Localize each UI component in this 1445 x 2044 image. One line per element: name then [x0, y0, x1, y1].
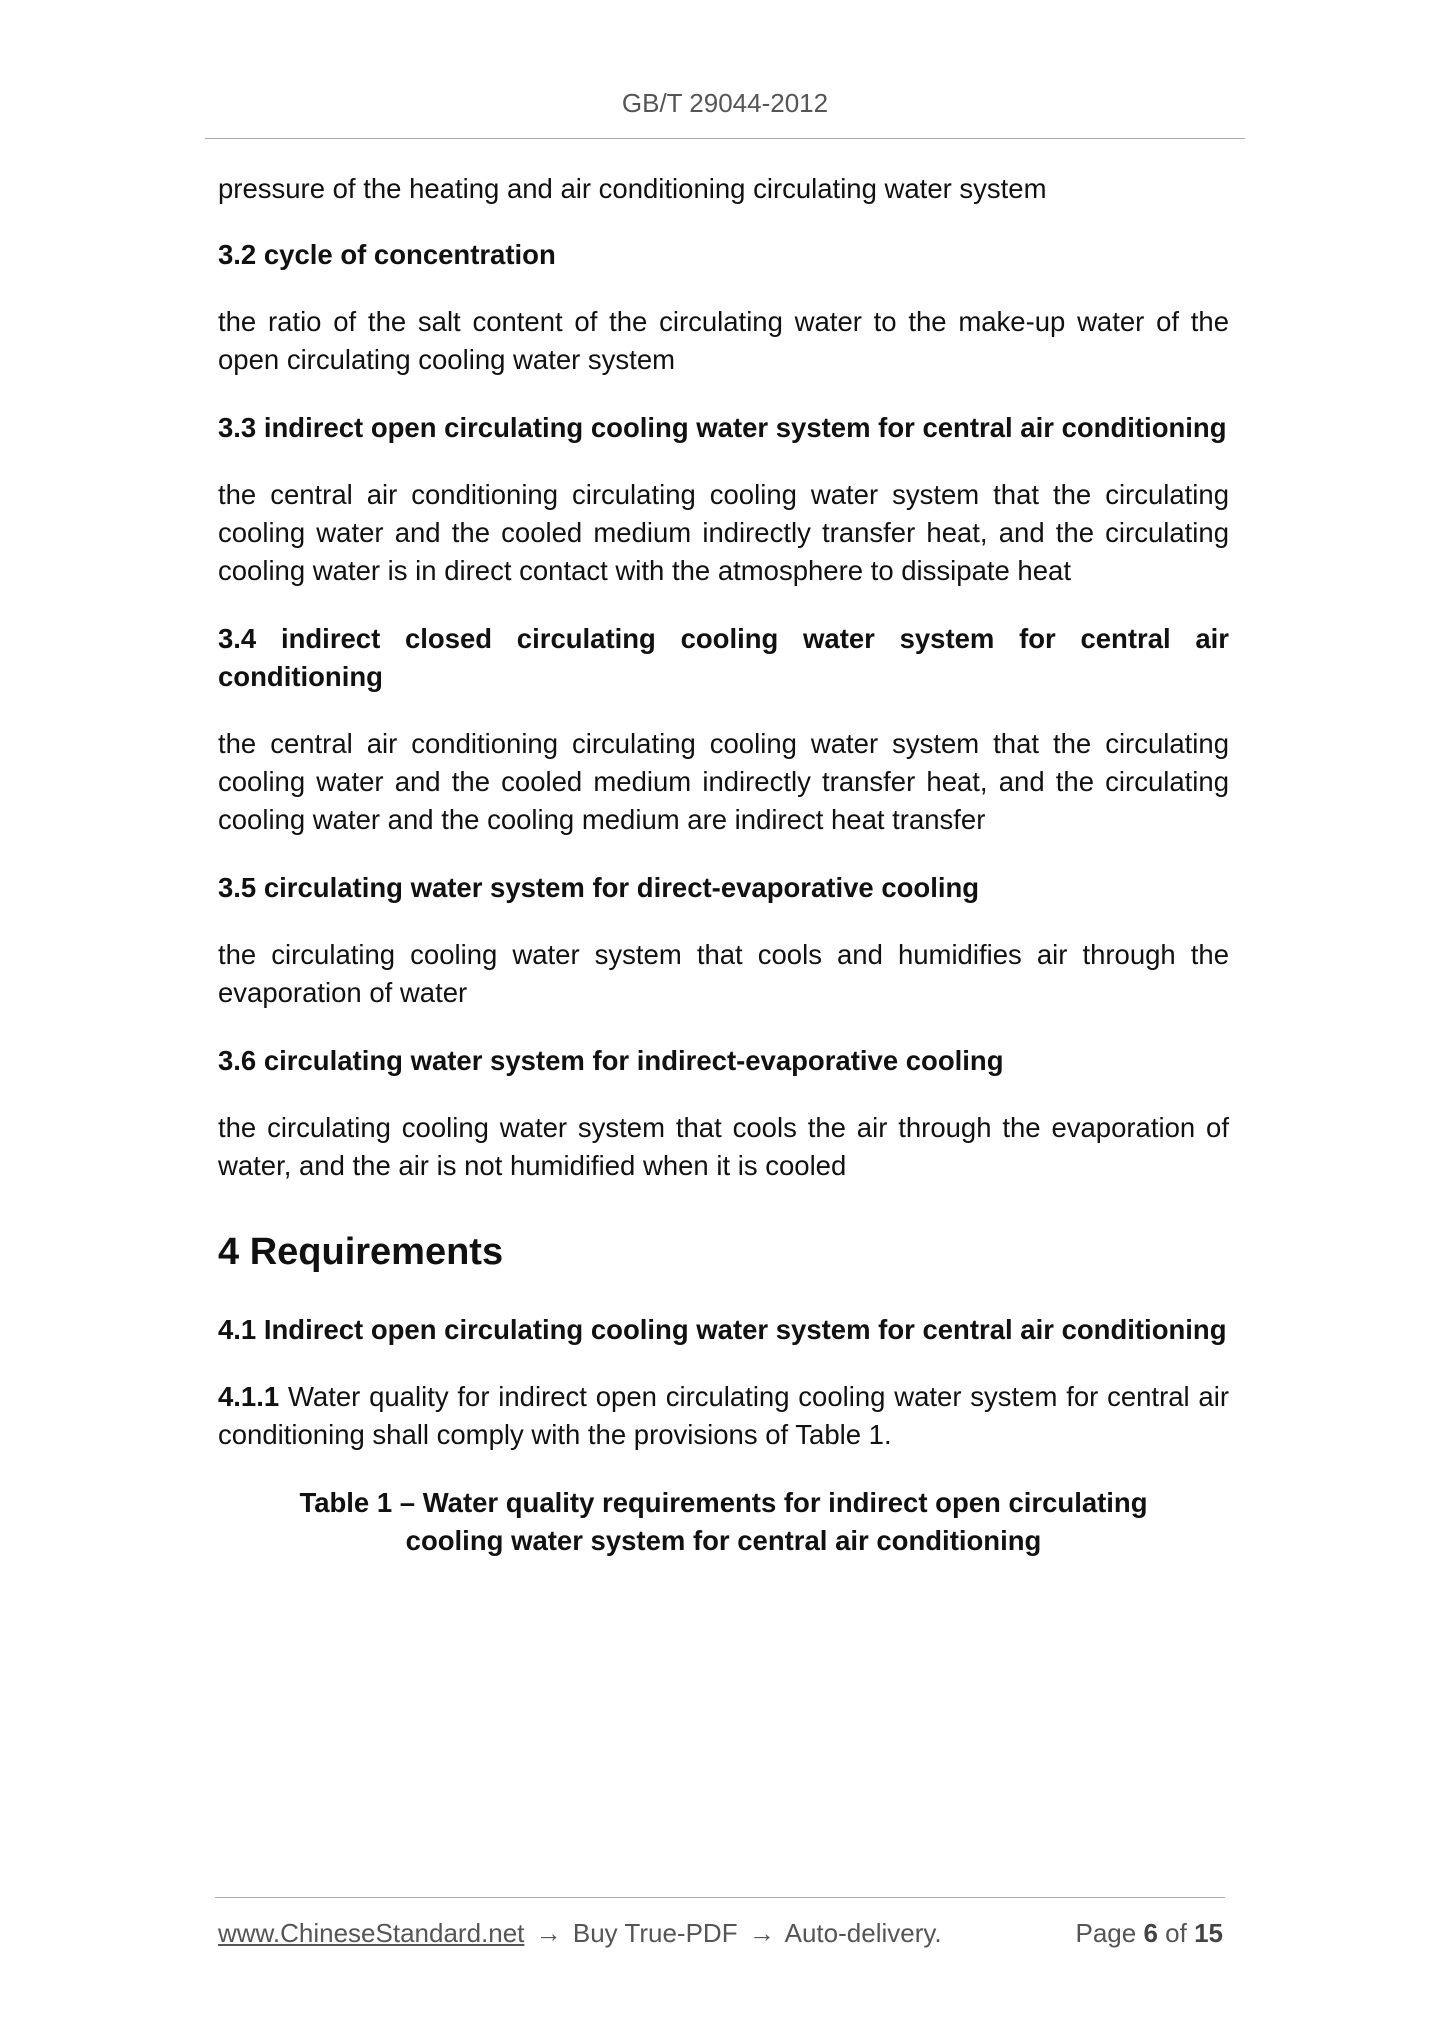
of-label: of [1165, 1918, 1187, 1948]
item-4-1-1-number: 4.1.1 [218, 1381, 280, 1412]
page-label: Page [1075, 1918, 1137, 1948]
standard-id: GB/T 29044-2012 [621, 88, 829, 118]
arrow-right-icon: → [748, 1918, 775, 1948]
header-divider [205, 138, 1245, 139]
term-definition-3-5: the circulating cooling water system that cools and humidifies air through the evaporation of water [218, 939, 1229, 1008]
footer-divider [215, 1897, 1225, 1898]
page-total: 15 [1194, 1918, 1223, 1948]
document-header [205, 88, 1245, 119]
continuation-text: pressure of the heating and air conditioning circulating water system [218, 173, 1047, 204]
term-heading-3-2: 3.2 cycle of concentration [218, 239, 556, 270]
term-heading-3-4: 3.4 indirect closed circulating cooling water system for central air conditioning [218, 623, 1229, 692]
page-indicator [1075, 1918, 1223, 1949]
term-definition-3-4: the central air conditioning circulating cooling water system that the circulating cooling water and the cooled medium indirectly transfer heat, and the circulating cooling water and the cooling medium are indirect heat transfer [218, 728, 1229, 835]
table-1-caption-line-2: cooling water system for central air conditioning [405, 1525, 1042, 1556]
site-link[interactable]: www.ChineseStandard.net [218, 1918, 525, 1948]
page-content [218, 170, 1229, 1560]
subclause-4-1-heading: 4.1 Indirect open circulating cooling water system for central air conditioning [218, 1314, 1227, 1345]
term-heading-3-5: 3.5 circulating water system for direct-evaporative cooling [218, 872, 980, 903]
term-heading-3-6: 3.6 circulating water system for indirect-evaporative cooling [218, 1045, 1004, 1076]
term-definition-3-3: the central air conditioning circulating cooling water system that the circulating cooling water and the cooled medium indirectly transfer heat, and the circulating cooling water is in direct contact with the atmosphere to dissipate heat [218, 479, 1229, 586]
table-1-caption [274, 1484, 1174, 1560]
arrow-right-icon: → [535, 1918, 562, 1948]
term-definition-3-2: the ratio of the salt content of the circulating water to the make-up water of the open circulating cooling water system [218, 306, 1229, 375]
auto-delivery-text: Auto-delivery. [784, 1918, 942, 1948]
page-footer [218, 1918, 1223, 1949]
page-number: 6 [1143, 1918, 1158, 1948]
term-heading-3-3: 3.3 indirect open circulating cooling water system for central air conditioning [218, 412, 1227, 443]
clause-4-heading: 4 Requirements [218, 1231, 504, 1273]
table-1-caption-line-1: Table 1 – Water quality requirements for indirect open circulating [299, 1487, 1148, 1518]
item-4-1-1-text: Water quality for indirect open circulating cooling water system for central air conditioning shall comply with the provisions of Table 1. [218, 1381, 1229, 1450]
item-4-1-1 [218, 1378, 1229, 1454]
term-definition-3-6: the circulating cooling water system that cools the air through the evaporation of water, and the air is not humidified when it is cooled [218, 1112, 1229, 1181]
buy-pdf-text: Buy True-PDF [572, 1918, 738, 1948]
